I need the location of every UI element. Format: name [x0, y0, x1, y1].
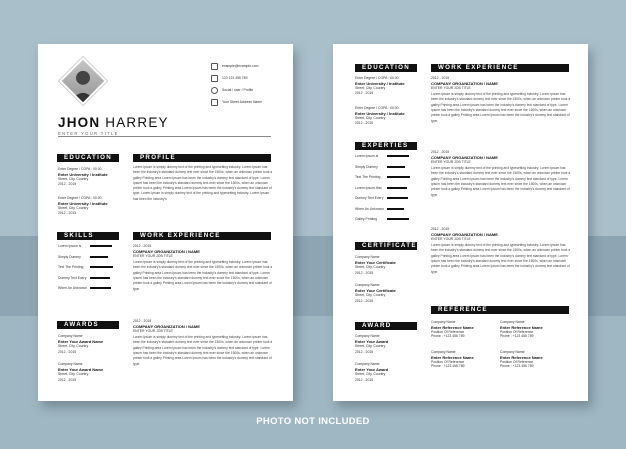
profile-photo [59, 57, 107, 105]
award-address: Street, City, Country [355, 371, 386, 376]
skill-bar [90, 266, 113, 268]
expertise-bar [387, 208, 404, 210]
skill-label: Lorem Ipsum is [58, 244, 82, 248]
ref-company: Company Name [431, 350, 456, 354]
work-year: 2012 - 2015 [133, 244, 152, 248]
contact-social: Social / user / Profile [222, 88, 254, 92]
certificate-heading: CERTIFICATE [355, 242, 417, 250]
reference-item [431, 320, 474, 339]
ref-company: Company Name [500, 350, 525, 354]
edu-address: Street, City, Country [355, 85, 386, 90]
edu-address: Street, City, Country [355, 115, 386, 120]
education-item [355, 76, 405, 90]
ref-position: Position Of Reference [500, 329, 534, 334]
reference-item [500, 350, 543, 369]
experties-list [355, 154, 417, 234]
skill-label: When An Unknown [58, 286, 87, 290]
edu-year: 2012 - 2015 [355, 91, 374, 95]
reference-item [431, 350, 474, 369]
edu-school: Enter University / Institute [355, 110, 405, 116]
photo-not-included-caption: PHOTO NOT INCLUDED [256, 416, 370, 427]
work-year: 2012 - 2015 [431, 76, 450, 80]
ref-name: Enter Reference Name [500, 324, 543, 330]
edu-year: 2012 - 2015 [355, 121, 374, 125]
contact-email: example@example.com [222, 64, 259, 68]
ref-position: Position Of Reference [431, 359, 465, 364]
ref-name: Enter Reference Name [431, 354, 474, 360]
expertise-label: Lorem Ipsum Has [355, 185, 382, 190]
award-address: Street, City, Country [355, 343, 386, 348]
expertise-label: Dummy Text Every [355, 196, 384, 200]
award-year: 2012 - 2015 [355, 350, 374, 354]
work-company: COMPANY ORGANIZATION / NAME [431, 80, 498, 86]
certificate-item [355, 283, 396, 297]
award-company: Company Name [355, 362, 380, 366]
education-item [355, 106, 405, 120]
skill-label: Text The Printing [58, 265, 84, 269]
job-title: ENTER YOUR TITLE [58, 131, 119, 136]
expertise-bar [387, 197, 408, 199]
cert-name: Enter Your Certificate [355, 259, 396, 265]
award-company: Company Name [355, 334, 380, 338]
edu-degree: Enter Degree / CGPA : 00.00 [355, 106, 399, 110]
awards-heading: AWARDS [57, 321, 119, 329]
work-item [431, 76, 571, 135]
award-company: Company Name [58, 334, 83, 338]
work-year: 2012 - 2015 [431, 227, 450, 231]
work-title: ENTER YOUR JOB TITLE [133, 328, 173, 333]
work-company: COMPANY ORGANIZATION / NAME [133, 323, 200, 329]
name-divider [58, 136, 271, 137]
name-heading [58, 115, 169, 130]
work-year: 2012 - 2015 [431, 150, 450, 154]
work-description: Lorem Ipsum is simply dummy text of the printing and typesetting industry. Lorem Ipsum has been the industry's standard dummy text ever since the 1500s, when an unknown printer took a galley Printing area Lorem Ipsum has been the industry's dummy text standard of type. Lorem Ipsum has been the industry's standard dummy text ever since the 1500s, when an unknown printer took a galley Printing area Lorem Ipsum has been the industry's dummy text standard of type. [133, 260, 273, 291]
award-item [355, 334, 388, 348]
edu-school: Enter University / Institute [58, 171, 108, 177]
expertise-bar [387, 155, 409, 157]
ref-phone: Phone : +123 456 789 [500, 334, 534, 339]
skill-bar [90, 277, 110, 279]
work-item [133, 319, 273, 378]
award-company: Company Name [58, 362, 83, 366]
ref-phone: Phone : +123 456 789 [500, 364, 534, 369]
work-title: ENTER YOUR JOB TITLE [431, 236, 471, 241]
cert-address: Street, City, Country [355, 264, 386, 269]
contact-phone: 123 123 456 789 [222, 76, 248, 80]
expertise-label: Text The Printing [355, 175, 381, 179]
certificate-item [355, 255, 396, 269]
award-name: Enter Your Award Name [58, 338, 104, 344]
work-description: Lorem Ipsum is simply dummy text of the printing and typesetting industry. Lorem Ipsum has been the industry's standard dummy text ever since the 1500s, when an unknown printer took a galley Printing area Lorem Ipsum has been the industry's dummy text standard of type. Lorem Ipsum has been the industry's standard dummy text ever since the 1500s, when an unknown printer took a galley Printing area Lorem Ipsum has been the industry's dummy text standard of type. [431, 92, 571, 123]
experties-heading: EXPERTIES [355, 142, 417, 150]
home-icon [211, 99, 218, 106]
work-year: 2012 - 2015 [133, 319, 152, 323]
cert-year: 2012 - 2015 [355, 271, 374, 275]
ref-phone: Phone : +123 456 789 [431, 334, 465, 339]
work-description: Lorem Ipsum is simply dummy text of the printing and typesetting industry. Lorem Ipsum has been the industry's standard dummy text ever since the 1500s, when an unknown printer took a galley Printing area Lorem Ipsum has been the industry's dummy text standard of type. Lorem Ipsum has been the industry's standard dummy text ever since the 1500s, when an unknown printer took a galley Printing area Lorem Ipsum has been the industry's dummy text standard of type. [431, 166, 571, 197]
profile-heading: PROFILE [133, 154, 271, 162]
cert-name: Enter Your Certificate [355, 287, 396, 293]
work-company: COMPANY ORGANIZATION / NAME [133, 248, 200, 254]
work-title: ENTER YOUR JOB TITLE [431, 159, 471, 164]
envelope-icon [211, 63, 218, 70]
award-heading: AWARD [355, 322, 417, 330]
expertise-bar [387, 187, 407, 189]
contact-address: Your Street Address Name [222, 100, 263, 104]
edu-address: Street, City, Country [58, 205, 89, 210]
ref-name: Enter Reference Name [500, 354, 543, 360]
work-item [431, 150, 571, 209]
profile-text: Lorem Ipsum is simply dummy text of the printing and typesetting industry. Lorem Ipsum has been the industry's standard dummy text ever since the 1500s, when an unknown printer took a galley Printing area Lorem Ipsum has been the industry's dummy text standard of type. Lorem Ipsum has been the industry's standard dummy text ever since the 1500s, when an unknown printer took a galley Printing area Lorem Ipsum has been the industry's dummy text standard of type. Lorem Ipsum is simply dummy text of the printing and typesetting industry. Lorem Ipsum has been the industry's [133, 165, 273, 201]
expertise-label: Simply Dummy [355, 164, 378, 169]
award-name: Enter Your Award [355, 366, 389, 372]
photo-placeholder [59, 58, 107, 105]
expertise-label: Lorem Ipsum is [355, 154, 379, 158]
cert-company: Company Name [355, 283, 380, 287]
skill-bar [90, 287, 111, 289]
skills-heading: SKILLS [57, 232, 119, 240]
work-heading: WORK EXPERIENCE [431, 64, 569, 72]
award-address: Street, City, Country [58, 343, 89, 348]
work-company: COMPANY ORGANIZATION / NAME [431, 154, 498, 160]
resume-page-2 [333, 44, 588, 401]
education-heading: EDUCATION [57, 154, 119, 162]
expertise-bar [387, 218, 409, 220]
skill-bar [90, 245, 112, 247]
expertise-label: Galley Printing [355, 217, 378, 221]
award-item [58, 362, 103, 376]
first-name: JHON [58, 115, 101, 130]
edu-school: Enter University / Institute [355, 80, 405, 86]
phone-icon [211, 75, 218, 82]
expertise-bar [387, 166, 405, 168]
education-item [58, 167, 108, 181]
ref-position: Position Of Reference [431, 329, 465, 334]
award-year: 2012 - 2015 [58, 378, 77, 382]
work-title: ENTER YOUR JOB TITLE [431, 85, 471, 90]
reference-heading: REFERENCE [431, 306, 569, 314]
cert-company: Company Name [355, 255, 380, 259]
reference-item [500, 320, 543, 339]
ref-name: Enter Reference Name [431, 324, 474, 330]
work-title: ENTER YOUR JOB TITLE [133, 253, 173, 258]
award-address: Street, City, Country [58, 371, 89, 376]
award-name: Enter Your Award Name [58, 366, 104, 372]
expertise-bar [387, 176, 410, 178]
ref-position: Position Of Reference [500, 359, 534, 364]
award-name: Enter Your Award [355, 338, 389, 344]
work-item [133, 244, 273, 292]
cert-year: 2012 - 2015 [355, 299, 374, 303]
skill-label: Dummy Text Every [58, 275, 87, 280]
edu-degree: Enter Degree / CGPA : 00.00 [355, 76, 399, 80]
award-year: 2012 - 2015 [58, 350, 77, 354]
edu-address: Street, City, Country [58, 176, 89, 181]
expertise-label: When An Unknown [355, 206, 384, 211]
skills-list [58, 244, 120, 304]
award-item [58, 334, 103, 348]
award-item [355, 362, 388, 376]
ref-company: Company Name [431, 320, 456, 324]
skill-bar [90, 256, 108, 258]
award-year: 2012 - 2015 [355, 378, 374, 382]
resume-page-1 [38, 44, 293, 401]
education-heading: EDUCATION [355, 64, 417, 72]
ref-phone: Phone : +123 456 789 [431, 364, 465, 369]
work-description: Lorem Ipsum is simply dummy text of the printing and typesetting industry. Lorem Ipsum has been the industry's standard dummy text ever since the 1500s, when an unknown printer took a galley Printing area Lorem Ipsum has been the industry's dummy text standard of type. Lorem Ipsum has been the industry's standard dummy text ever since the 1500s, when an unknown printer took a galley Printing area Lorem Ipsum has been the industry's dummy text standard of type. [133, 335, 273, 366]
edu-school: Enter University / Institute [58, 200, 108, 206]
education-item [58, 196, 108, 210]
globe-icon [211, 87, 218, 94]
work-description: Lorem Ipsum is simply dummy text of the printing and typesetting industry. Lorem Ipsum has been the industry's standard dummy text ever since the 1500s, when an unknown printer took a galley Printing area Lorem Ipsum has been the industry's dummy text standard of type. Lorem Ipsum has been the industry's standard dummy text ever since the 1500s, when an unknown printer took a galley Printing area Lorem Ipsum has been the industry's dummy text standard of type. [431, 243, 571, 274]
skill-label: Simply Dummy [58, 254, 81, 259]
edu-degree: Enter Degree / CGPA : 00.00 [58, 167, 102, 171]
work-heading: WORK EXPERIENCE [133, 232, 271, 240]
last-name: HARREY [105, 115, 169, 130]
cert-address: Street, City, Country [355, 292, 386, 297]
edu-year: 2012 - 2015 [58, 211, 77, 215]
ref-company: Company Name [500, 320, 525, 324]
work-company: COMPANY ORGANIZATION / NAME [431, 231, 498, 237]
edu-degree: Enter Degree / CGPA : 00.00 [58, 196, 102, 200]
work-item [431, 227, 571, 286]
edu-year: 2012 - 2015 [58, 182, 77, 186]
